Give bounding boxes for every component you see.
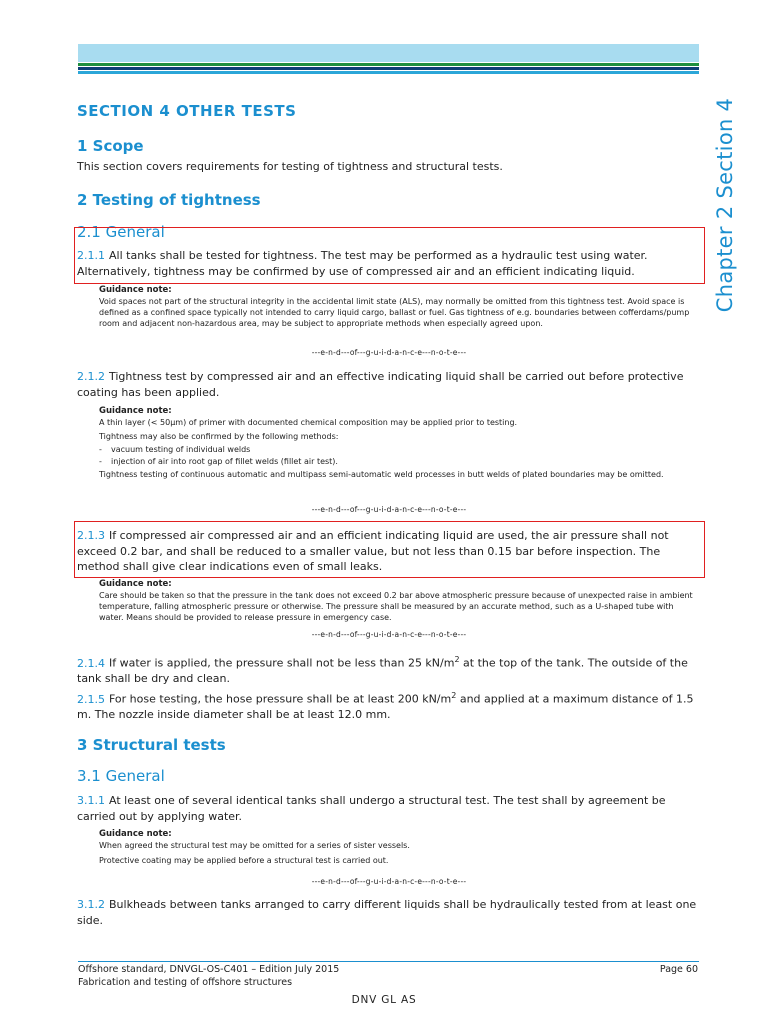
- guidance-note-text: Tightness may also be confirmed by the following methods:: [99, 432, 339, 441]
- clause-3-1-1: [77, 793, 701, 824]
- clause-text: All tanks shall be tested for tightness. The test may be performed as a hydraulic test using water. Alternatively, tightness may be confirmed by use of compressed air and an efficient indicating liquid.: [77, 249, 648, 278]
- clause-3-1-2: [77, 897, 701, 928]
- clause-number: 2.1.2: [77, 370, 105, 383]
- footer-rule: [78, 961, 699, 962]
- list-item: - vacuum testing of individual welds: [99, 444, 697, 455]
- superscript: 2: [451, 691, 457, 700]
- clause-text: Bulkheads between tanks arranged to carry different liquids shall be hydraulically tested from at least one side.: [77, 898, 697, 927]
- header-stripe-blue: [78, 71, 699, 74]
- header-band: [78, 44, 699, 62]
- end-of-guidance-note: ---e-n-d---of---g-u-i-d-a-n-c-e---n-o-t-e---: [311, 505, 467, 514]
- footer-title: Fabrication and testing of offshore structures: [78, 977, 293, 988]
- clause-text: If water is applied, the pressure shall not be less than 25 kN/m: [109, 656, 455, 670]
- scope-text: This section covers requirements for testing of tightness and structural tests.: [77, 160, 503, 173]
- header-stripe-green: [78, 63, 699, 66]
- guidance-note-text: When agreed the structural test may be omitted for a series of sister vessels.: [99, 841, 410, 850]
- guidance-note-title: Guidance note:: [99, 829, 172, 839]
- guidance-note-1: [99, 285, 697, 329]
- header-stripe-navy: [78, 67, 699, 70]
- end-of-guidance-note: ---e-n-d---of---g-u-i-d-a-n-c-e---n-o-t-e---: [311, 348, 467, 357]
- clause-text: If compressed air compressed air and an efficient indicating liquid are used, the air pressure shall not exceed 0.2 bar, and shall be reduced to a smaller value, but not less than 0.15 bar before inspection. The method shall give clear indications even of small leaks.: [77, 529, 669, 573]
- guidance-note-text: Tightness testing of continuous automatic and multipass semi-automatic weld processes in butt welds of plated boundaries may be omitted.: [99, 470, 664, 479]
- footer-page-number: Page 60: [659, 964, 698, 975]
- highlight-box-2-1-3: [74, 521, 705, 578]
- clause-number: 2.1.3: [77, 529, 105, 542]
- guidance-note-text: Care should be taken so that the pressure in the tank does not exceed 0.2 bar above atmospheric pressure because of unexpected raise in ambient temperature, falling atmospheric pressure or otherwise. The pressure shall be measured by an accurate method, such as a U-shaped tube with water. Means should be provided to release pressure in emergency case.: [99, 591, 693, 622]
- clause-text: For hose testing, the hose pressure shall be at least 200 kN/m: [109, 692, 452, 706]
- subheading-general-2-1: 2.1 General: [77, 223, 165, 241]
- subheading-general-3-1: 3.1 General: [77, 767, 165, 785]
- guidance-note-title: Guidance note:: [99, 406, 172, 416]
- clause-2-1-4: [77, 652, 701, 687]
- heading-structural-tests: 3 Structural tests: [77, 736, 226, 754]
- chapter-section-label: Chapter 2 Section 4: [713, 97, 737, 313]
- clause-text: At least one of several identical tanks shall undergo a structural test. The test shall by agreement be carried out by applying water.: [77, 794, 666, 823]
- clause-text: at the top of the tank. The outside of the tank shall be dry and clean.: [77, 656, 688, 686]
- chapter-section-tab: [703, 97, 747, 313]
- guidance-note-4: [99, 829, 697, 866]
- clause-text: and applied at a maximum distance of 1.5 m. The nozzle inside diameter shall be at least 12.0 mm.: [77, 692, 694, 722]
- end-of-guidance-note: ---e-n-d---of---g-u-i-d-a-n-c-e---n-o-t-e---: [311, 630, 467, 639]
- guidance-note-title: Guidance note:: [99, 579, 172, 589]
- clause-number: 2.1.1: [77, 249, 105, 262]
- guidance-note-title: Guidance note:: [99, 285, 172, 295]
- clause-number: 3.1.2: [77, 898, 105, 911]
- end-of-guidance-note: ---e-n-d---of---g-u-i-d-a-n-c-e---n-o-t-e---: [311, 877, 467, 886]
- superscript: 2: [454, 655, 460, 664]
- clause-number: 2.1.5: [77, 692, 105, 706]
- footer-standard: Offshore standard, DNVGL-OS-C401 – Edition July 2015: [78, 964, 340, 975]
- list-item: - injection of air into root gap of fillet welds (fillet air test).: [99, 456, 697, 467]
- heading-scope: 1 Scope: [77, 137, 144, 155]
- clause-number: 3.1.1: [77, 794, 105, 807]
- guidance-note-3: [99, 579, 697, 623]
- guidance-note-text: A thin layer (< 50μm) of primer with documented chemical composition may be applied prior to testing.: [99, 418, 518, 427]
- clause-number: 2.1.4: [77, 656, 105, 670]
- heading-tightness: 2 Testing of tightness: [77, 191, 261, 209]
- clause-text: Tightness test by compressed air and an effective indicating liquid shall be carried out before protective coating has been applied.: [77, 370, 684, 399]
- guidance-list: [99, 444, 697, 467]
- section-title: SECTION 4 OTHER TESTS: [77, 102, 297, 120]
- guidance-note-text: Protective coating may be applied before a structural test is carried out.: [99, 856, 389, 865]
- footer-company: DNV GL AS: [351, 994, 417, 1006]
- highlight-box-2-1: [74, 227, 705, 284]
- clause-2-1-2: [77, 369, 701, 400]
- clause-2-1-5: [77, 688, 701, 723]
- guidance-note-text: Void spaces not part of the structural integrity in the accidental limit state (ALS), may normally be omitted from this tightness test. Avoid space is defined as a confined space typically not intended to carry liquid cargo, ballast or fuel. Gas tightness of e.g. boundaries between cofferdams/pump room and adjacent non-hazardous area, may be subject to appropriate methods when especially agreed upon.: [99, 297, 690, 328]
- guidance-note-2: [99, 406, 697, 480]
